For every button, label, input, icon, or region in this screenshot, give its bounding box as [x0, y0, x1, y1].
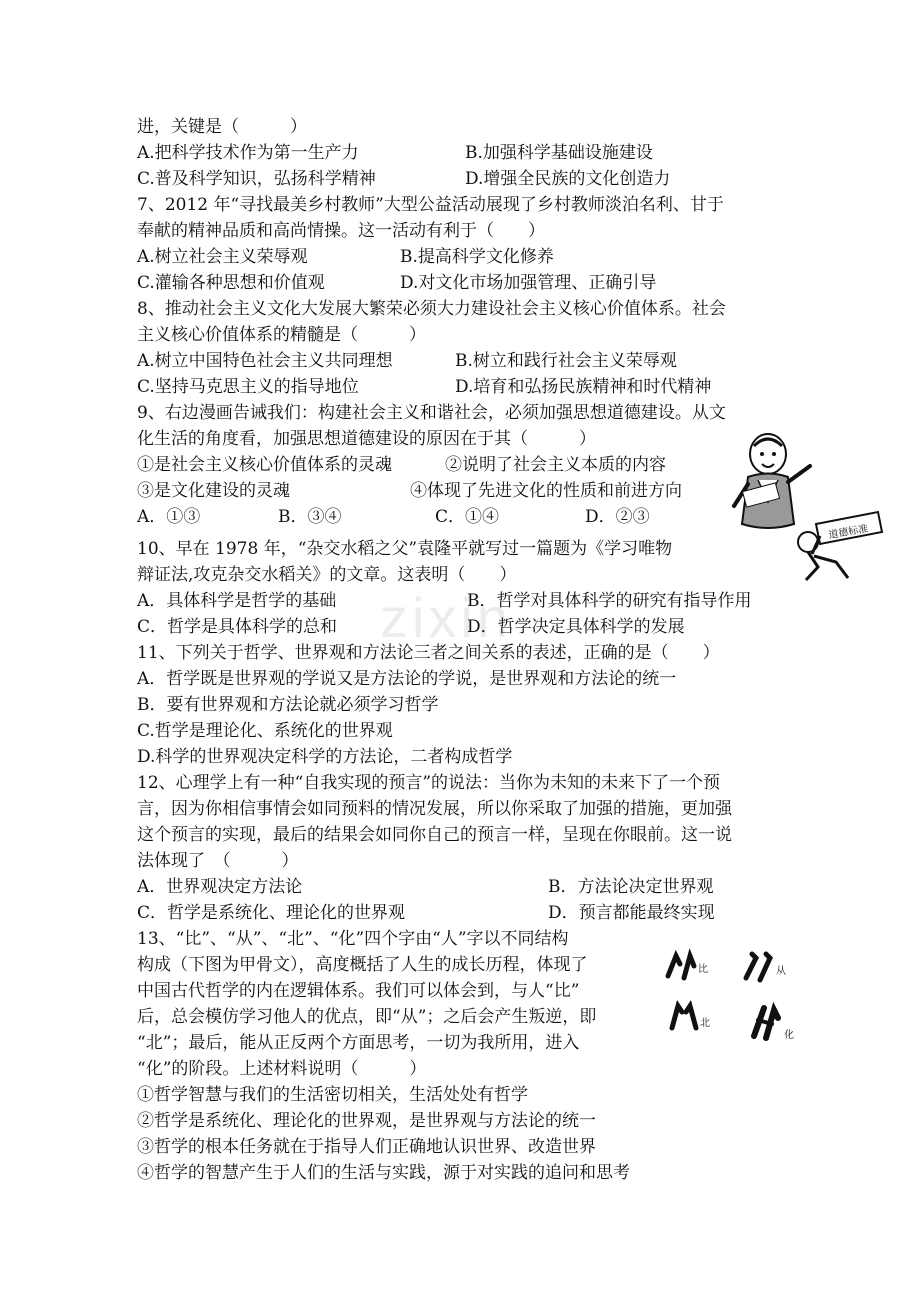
q9-statement-3: ③是文化建设的灵魂: [137, 481, 290, 501]
q11-option-d: D.科学的世界观决定科学的方法论，二者构成哲学: [137, 747, 513, 767]
q8-stem-2: 主义核心价值体系的精髓是（ ）: [137, 325, 426, 345]
q9-option-d: D．②③: [585, 507, 650, 527]
q9-option-b: B．③④: [278, 507, 342, 527]
q6-option-c: C.普及科学知识，弘扬科学精神: [137, 169, 376, 189]
q7-option-a: A.树立社会主义荣辱观: [137, 247, 308, 267]
q9-stem-2: 化生活的角度看，加强思想道德建设的原因在于其（ ）: [137, 429, 596, 449]
q12-option-d: D．预言都能最终实现: [548, 903, 715, 923]
glyph-bei: [672, 1006, 710, 1029]
q8-option-c: C.坚持马克思主义的指导地位: [137, 377, 359, 397]
q13-stem-1: 13、“比”、“从”、“北”、“化”四个字由“人”字以不同结构: [137, 929, 569, 949]
q12-option-c: C．哲学是系统化、理论化的世界观: [137, 903, 406, 923]
q8-option-a: A.树立中国特色社会主义共同理想: [137, 351, 393, 371]
q12-option-a: A．世界观决定方法论: [137, 877, 303, 897]
q13-statement-1: ①哲学智慧与我们的生活密切相关，生活处处有哲学: [137, 1085, 528, 1105]
q11-stem: 11、下列关于哲学、世界观和方法论三者之间关系的表述，正确的是（ ）: [137, 643, 720, 663]
q7-option-b: B.提高科学文化修养: [400, 247, 554, 267]
q9-statement-1: ①是社会主义核心价值体系的灵魂: [137, 455, 392, 475]
glyph-hua: [754, 1008, 794, 1041]
q10-option-a: A．具体科学是哲学的基础: [137, 591, 337, 611]
q12-stem-1: 12、心理学上有一种“自我实现的预言”的说法：当你为未知的未来下了一个预: [137, 773, 721, 793]
q10-stem-2: 辩证法,攻克杂交水稻关》的文章。这表明（ ）: [137, 565, 517, 585]
q7-stem-2: 奉献的精神品质和高尚情操。这一活动有利于（ ）: [137, 221, 545, 241]
q13-stem-2: 构成（下图为甲骨文），高度概括了人生的成长历程，体现了: [137, 955, 588, 975]
q11-option-b: B．要有世界观和方法论就必须学习哲学: [137, 695, 439, 715]
q13-statement-3: ③哲学的根本任务就在于指导人们正确地认识世界、改造世界: [137, 1137, 596, 1157]
svg-text:从: 从: [776, 966, 786, 977]
q11-option-a: A．哲学既是世界观的学说又是方法论的学说，是世界观和方法论的统一: [137, 669, 677, 689]
q6-option-d: D.增强全民族的文化创造力: [465, 169, 671, 189]
q9-cartoon-sign: 道德标准: [827, 523, 870, 542]
q13-statement-2: ②哲学是系统化、理论化的世界观，是世界观与方法论的统一: [137, 1111, 596, 1131]
q9-option-c: C．①④: [435, 507, 500, 527]
q7-stem-1: 7、2012 年“寻找最美乡村教师”大型公益活动展现了乡村教师淡泊名利、甘于: [137, 195, 724, 215]
q9-cartoon-image: [728, 432, 888, 582]
glyph-cong: [746, 954, 786, 980]
q10-stem-1: 10、早在 1978 年，“杂交水稻之父”袁隆平就写过一篇题为《学习唯物: [137, 539, 673, 559]
q13-stem-5: “北”；最后，能从正反两个方面思考，一切为我所用，进入: [137, 1033, 580, 1053]
svg-text:比: 比: [698, 964, 708, 975]
q8-stem-1: 8、推动社会主义文化大发展大繁荣必须大力建设社会主义核心价值体系。社会: [137, 299, 726, 319]
q8-option-d: D.培育和弘扬民族精神和时代精神: [455, 377, 712, 397]
q9-stem-1: 9、右边漫画告诫我们：构建社会主义和谐社会，必须加强思想道德建设。从文: [137, 403, 726, 423]
q6-option-a: A.把科学技术作为第一生产力: [137, 143, 359, 163]
q7-option-c: C.灌输各种思想和价值观: [137, 273, 325, 293]
q9-option-a: A．①③: [137, 507, 201, 527]
watermark: zixin: [380, 586, 513, 649]
svg-text:北: 北: [700, 1018, 710, 1029]
svg-text:化: 化: [784, 1030, 794, 1041]
q12-stem-3: 这个预言的实现，最后的结果会如同你自己的预言一样，呈现在你眼前。这一说: [137, 825, 732, 845]
q6-stem-tail: 进，关键是（ ）: [137, 117, 307, 137]
q12-option-b: B．方法论决定世界观: [548, 877, 714, 897]
q10-option-c: C．哲学是具体科学的总和: [137, 617, 338, 637]
q6-option-b: B.加强科学基础设施建设: [465, 143, 653, 163]
q13-stem-6: “化”的阶段。上述材料说明（ ）: [137, 1059, 427, 1079]
q9-statement-2: ②说明了社会主义本质的内容: [445, 455, 666, 475]
q8-option-b: B.树立和践行社会主义荣辱观: [455, 351, 677, 371]
q13-stem-4: 后，总会模仿学习他人的优点，即“从”；之后会产生叛逆，即: [137, 1007, 597, 1027]
q12-stem-4: 法体现了 （ ）: [137, 851, 299, 871]
glyph-bi: [668, 956, 708, 978]
q13-statement-4: ④哲学的智慧产生于人们的生活与实践，源于对实践的追问和思考: [137, 1163, 630, 1183]
q13-oracle-glyphs-image: [660, 948, 805, 1053]
q11-option-c: C.哲学是理论化、系统化的世界观: [137, 721, 393, 741]
q12-stem-2: 言，因为你相信事情会如同预料的情况发展，所以你采取了加强的措施，更加强: [137, 799, 732, 819]
q13-stem-3: 中国古代哲学的内在逻辑体系。我们可以体会到，与人“比”: [137, 981, 580, 1001]
q9-statement-4: ④体现了先进文化的性质和前进方向: [410, 481, 682, 501]
q7-option-d: D.对文化市场加强管理、正确引导: [400, 273, 657, 293]
q10-option-b: B．哲学对具体科学的研究有指导作用: [467, 591, 752, 611]
q10-option-d: D．哲学决定具体科学的发展: [467, 617, 685, 637]
